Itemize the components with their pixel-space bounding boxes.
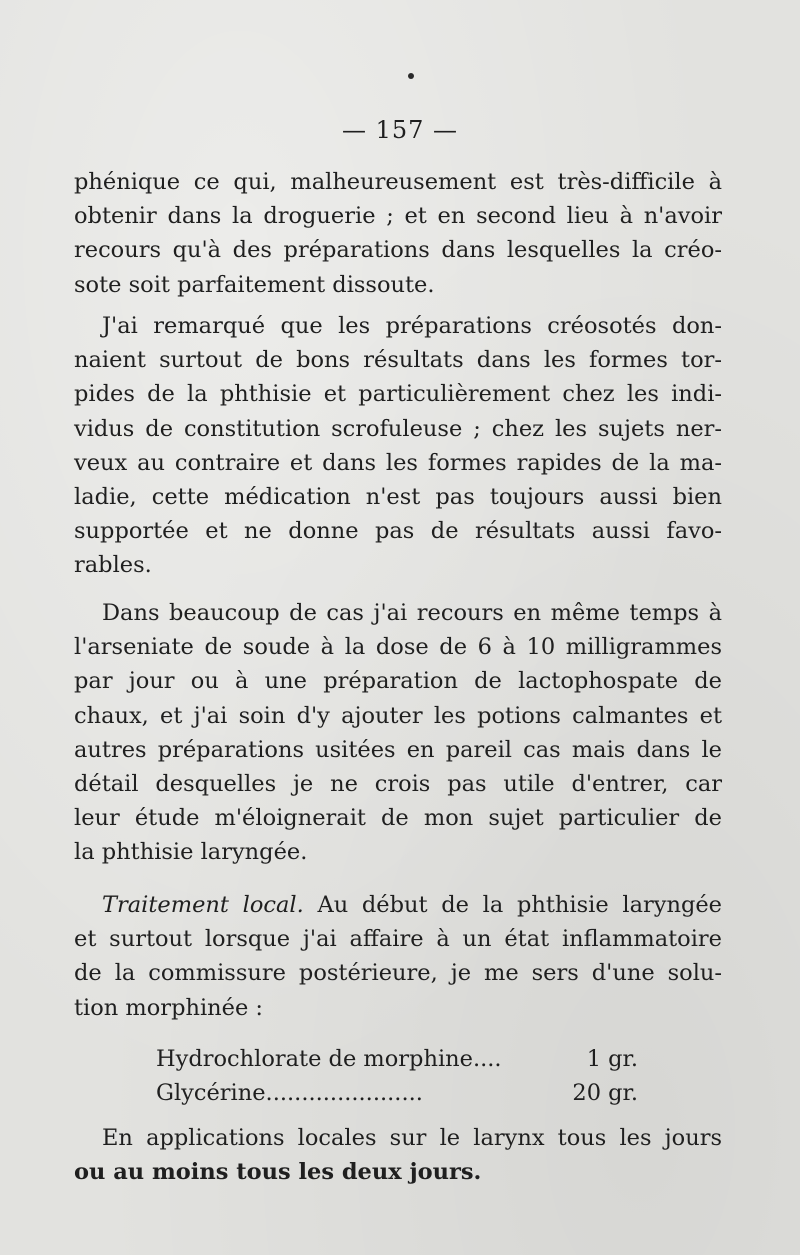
text-fragment: Au début de la phthisie laryngée	[303, 892, 722, 918]
text-line: pides de la phthisie et particulièrement chez les indi-	[74, 381, 722, 408]
ingredient-name: Glycérine......................	[156, 1080, 423, 1106]
paragraph-5	[74, 1121, 722, 1189]
text-line: naient surtout de bons résultats dans les formes tor-	[74, 347, 722, 374]
text-line: tion morphinée :	[74, 994, 264, 1021]
section-heading-italic: Traitement local.	[102, 892, 304, 918]
text-line: de la commissure postérieure, je me sers d'une solu-	[74, 960, 722, 987]
text-line: phénique ce qui, malheureusement est très-difficile à	[74, 169, 722, 195]
text-line	[74, 888, 722, 922]
text-line: ou au moins tous les deux jours.	[74, 1159, 482, 1186]
ingredient-amount: 20 gr.	[572, 1080, 638, 1106]
text-line: la phthisie laryngée.	[74, 839, 308, 866]
paragraph-3	[74, 596, 722, 870]
text-line: ladie, cette médication n'est pas toujours aussi bien	[74, 483, 722, 510]
paragraph-2	[74, 309, 722, 583]
text-line: autres préparations usitées en pareil cas mais dans le	[74, 736, 722, 763]
prescription-list	[156, 1042, 638, 1110]
text-line: Dans beaucoup de cas j'ai recours en même temps à	[102, 600, 722, 626]
text-line: veux au contraire et dans les formes rapides de la ma-	[74, 449, 722, 476]
text-line: J'ai remarqué que les préparations créosotés don-	[102, 313, 722, 339]
text-line: supportée et ne donne pas de résultats aussi favo-	[74, 518, 722, 545]
text-line: chaux, et j'ai soin d'y ajouter les potions calmantes et	[74, 702, 722, 729]
ingredient-name: Hydrochlorate de morphine....	[156, 1046, 502, 1072]
text-line: vidus de constitution scrofuleuse ; chez les sujets ner-	[74, 415, 722, 442]
text-line: leur étude m'éloignerait de mon sujet particulier de	[74, 805, 722, 832]
prescription-row	[156, 1042, 638, 1076]
ink-dot	[408, 73, 414, 79]
text-line: détail desquelles je ne crois pas utile d'entrer, car	[74, 770, 722, 797]
text-line: sote soit parfaitement dissoute.	[74, 271, 435, 298]
paragraph-1	[74, 165, 722, 302]
text-line: et surtout lorsque j'ai affaire à un état inflammatoire	[74, 926, 722, 953]
text-line: En applications locales sur le larynx tous les jours	[102, 1125, 722, 1151]
paragraph-4	[74, 888, 722, 1025]
ingredient-amount: 1 gr.	[586, 1046, 638, 1072]
prescription-row	[156, 1076, 638, 1110]
text-line: rables.	[74, 552, 152, 579]
text-line: obtenir dans la droguerie ; et en second lieu à n'avoir	[74, 203, 722, 230]
text-line: l'arseniate de soude à la dose de 6 à 10 milligrammes	[74, 634, 722, 661]
text-line: recours qu'à des préparations dans lesquelles la créo-	[74, 237, 722, 264]
text-line: par jour ou à une préparation de lactophospate de	[74, 668, 722, 695]
page-number: — 157 —	[341, 116, 459, 144]
